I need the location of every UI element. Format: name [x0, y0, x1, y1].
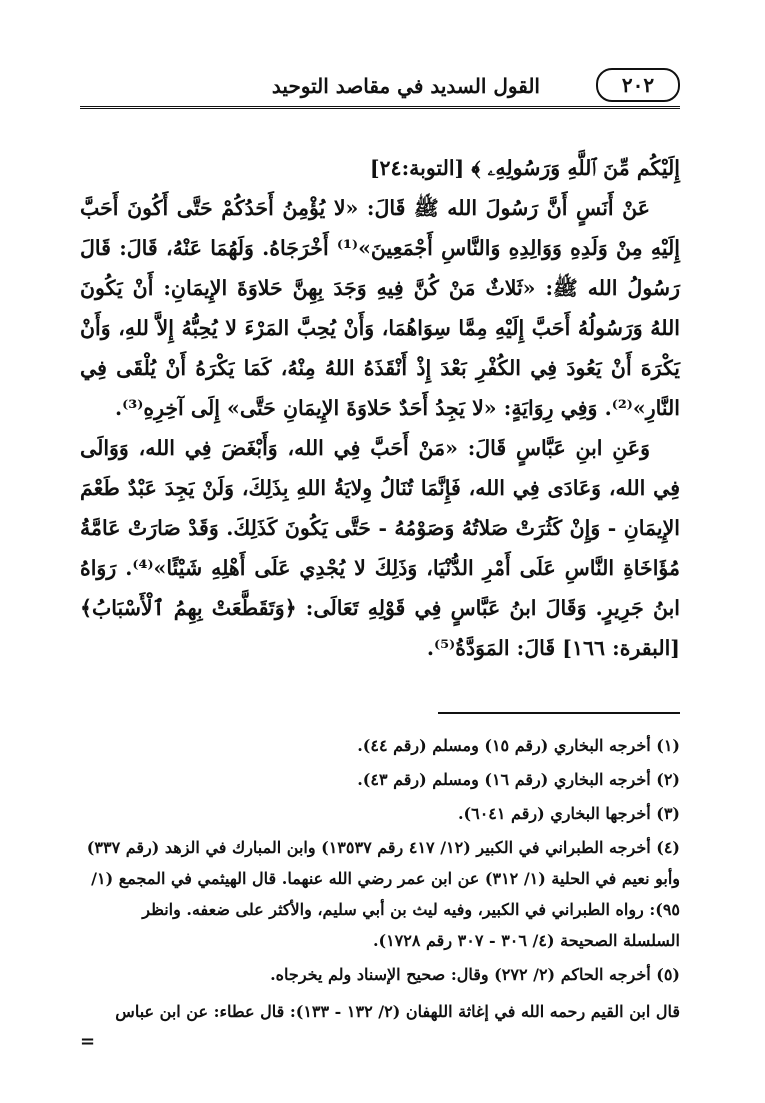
continuation-mark: = — [80, 1031, 96, 1052]
footnote-3: (٣) أخرجها البخاري (رقم ٦٠٤١). — [457, 804, 680, 823]
verse-ending: إِلَيْكُم مِّنَ ٱللَّهِ وَرَسُولِهِۦ ﴾ [التوبة:٢٤] — [369, 156, 680, 180]
header-rule — [80, 106, 680, 109]
footnote-separator — [438, 712, 680, 714]
footnotes — [80, 730, 680, 1057]
footnote-2: (٢) أخرجه البخاري (رقم ١٦) ومسلم (رقم ٤٣). — [357, 770, 680, 789]
book-title: القول السديد في مقاصد التوحيد — [271, 74, 540, 98]
hadith-anas-paragraph: عَنْ أَنَسٍ أَنَّ رَسُولَ الله ﷺ قَالَ: «لا يُؤْمِنُ أَحَدُكُمْ حَتَّى أَكُونَ أَحَبَّ إِلَيْهِ مِنْ وَلَدِهِ وَوَالِدِهِ وَالنَّاسِ أَجْمَعِينَ»⁽¹⁾ أَخْرَجَاهُ. وَلَهُمَا عَنْهُ، قَالَ: قَالَ رَسُولُ الله ﷺ: «ثَلاثٌ مَنْ كُنَّ فِيهِ وَجَدَ بِهِنَّ حَلاوَةَ الإِيمَانِ: أَنْ يَكُونَ اللهُ وَرَسُولُهُ أَحَبَّ إِلَيْهِ مِمَّا سِوَاهُمَا، وَأَنْ يُحِبَّ المَرْءَ لا يُحِبُّهُ إِلاَّ للهِ، وَأَنْ يَكْرَهَ أَنْ يَعُودَ فِي الكُفْرِ بَعْدَ إِذْ أَنْقَذَهُ اللهُ مِنْهُ، كَمَا يَكْرَهُ أَنْ يُلْقَى فِي النَّارِ»⁽²⁾. وَفِي رِوَايَةٍ: «لا يَجِدُ أَحَدٌ حَلاوَةَ الإِيمَانِ حَتَّى» إِلَى آخِرِهِ⁽³⁾. — [80, 196, 680, 420]
main-text — [80, 148, 680, 668]
footnote-1: (١) أخرجه البخاري (رقم ١٥) ومسلم (رقم ٤٤). — [357, 736, 680, 755]
continuation-note: قال ابن القيم رحمه الله في إغاثة اللهفان (٢/ ١٣٢ - ١٣٣): قال عطاء: عن ابن عباس — [115, 1002, 680, 1021]
footnote-4: (٤) أخرجه الطبراني في الكبير (١٢/ ٤١٧ رقم ١٣٥٣٧) وابن المبارك في الزهد (رقم ٣٣٧) وأبو نعيم في الحلية (١/ ٣١٢) عن ابن عمر رضي الله عنهما. قال الهيثمي في المجمع (١/ ٩٥): رواه الطبراني في الكبير، وفيه ليث بن أبي سليم، والأكثر على ضعفه. وانظر السلسلة الصحيحة (٤/ ٣٠٦ - ٣٠٧ رقم ١٧٢٨). — [86, 838, 680, 950]
page-header — [80, 66, 680, 106]
ibn-abbas-paragraph: وَعَنِ ابنِ عَبَّاسٍ قَالَ: «مَنْ أَحَبَّ فِي الله، وَأَبْغَضَ فِي الله، وَوَالَى فِي الله، وَعَادَى فِي الله، فَإِنَّمَا تُنَالُ وِلايَةُ اللهِ بِذَلِكَ، وَلَنْ يَجِدَ عَبْدٌ طَعْمَ الإِيمَانِ - وَإِنْ كَثُرَتْ صَلاتُهُ وَصَوْمُهُ - حَتَّى يَكُونَ كَذَلِكَ. وَقَدْ صَارَتْ عَامَّةُ مُؤَاخَاةِ النَّاسِ عَلَى أَمْرِ الدُّنْيَا، وَذَلِكَ لا يُجْدِي عَلَى أَهْلِهِ شَيْئًا»⁽⁴⁾. رَوَاهُ ابنُ جَرِيرٍ. وَقَالَ ابنُ عَبَّاسٍ فِي قَوْلِهِ تَعَالَى: ﴿وَتَقَطَّعَتْ بِهِمُ ٱلْأَسْبَابُ﴾ [البقرة: ١٦٦] قَالَ: المَوَدَّةُ⁽⁵⁾. — [80, 436, 680, 660]
page-number: ٢٠٢ — [596, 68, 680, 102]
footnote-5: (٥) أخرجه الحاكم (٢/ ٢٧٢) وقال: صحيح الإسناد ولم يخرجاه. — [270, 965, 680, 984]
